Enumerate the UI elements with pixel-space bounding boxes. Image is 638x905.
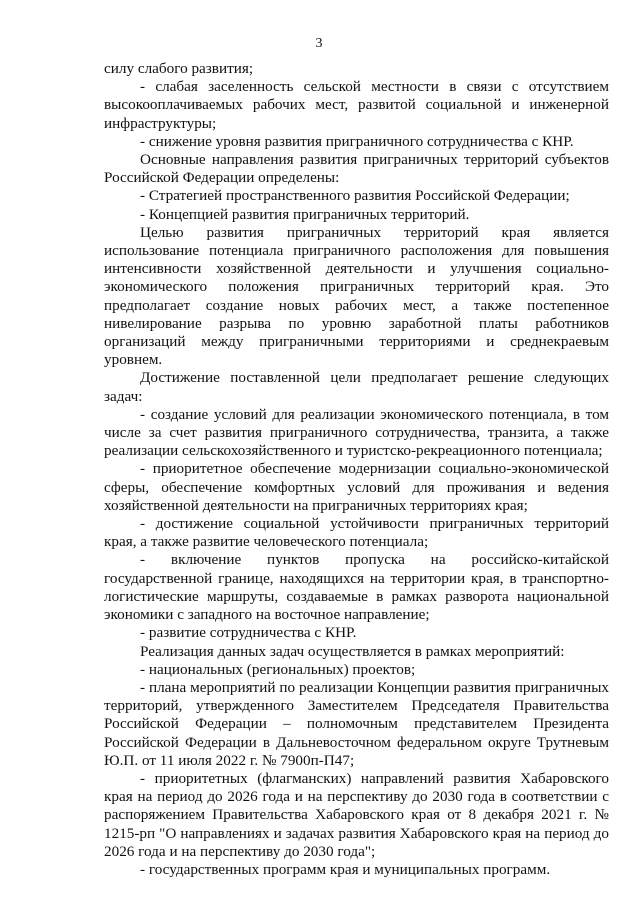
list-item: - достижение социальной устойчивости приграничных территорий края, а также развитие человеческого потенциала; — [104, 515, 609, 551]
list-item: - развитие сотрудничества с КНР. — [140, 624, 357, 642]
list-item: - национальных (региональных) проектов; — [140, 660, 416, 678]
paragraph: Целью развития приграничных территорий края является использование потенциала приграничного расположения для повышения интенсивности хозяйственной деятельности и улучшения социально-экономического положения приграничных территорий края. Это предполагает создание новых рабочих мест, а также постепенное нивелирование разрыва по уровню заработной платы работников организаций между приграничными территориями и среднекраевым уровнем. — [104, 223, 609, 369]
list-item: - приоритетное обеспечение модернизации социально-экономической сферы, обеспечение комфортных условий для проживания и ведения хозяйственной деятельности на приграничных территориях края; — [104, 460, 609, 514]
list-item: - снижение уровня развития приграничного сотрудничества с КНР. — [140, 132, 574, 150]
paragraph-continuation: силу слабого развития; — [104, 60, 254, 77]
list-item: - Концепцией развития приграничных территорий. — [140, 205, 470, 223]
list-item: - создание условий для реализации экономического потенциала, в том числе за счет развития приграничного сотрудничества, транзита, а также реализации сельскохозяйственного и туристско-рекреационного потенциала; — [104, 405, 609, 460]
list-item: - государственных программ края и муниципальных программ. — [140, 860, 551, 878]
list-item: - слабая заселенность сельской местности в связи с отсутствием высокооплачиваемых рабочих мест, развитой социальной и инженерной инфраструктуры; — [104, 78, 609, 132]
page-number: 3 — [315, 36, 323, 51]
paragraph: Реализация данных задач осуществляется в рамках мероприятий: — [140, 642, 565, 660]
list-item: - Стратегией пространственного развития Российской Федерации; — [140, 187, 570, 205]
paragraph: Достижение поставленной цели предполагает решение следующих задач: — [104, 369, 609, 405]
list-item: - плана мероприятий по реализации Концепции развития приграничных территорий, утвержденного Заместителем Председателя Правительства Российской Федерации – полномочным представителем Президента Российской Федерации в Дальневосточном федеральном округе Трутневым Ю.П. от 11 июля 2022 г. № 7900п-П47; — [104, 678, 609, 769]
document-body — [104, 60, 609, 879]
paragraph: Основные направления развития приграничных территорий субъектов Российской Федерации определены: — [104, 151, 609, 187]
list-item: - приоритетных (флагманских) направлений развития Хабаровского края на период до 2026 года и на перспективу до 2030 года в соответствии с распоряжением Правительства Хабаровского края от 8 декабря 2021 г. № 1215-рп "О направлениях и задачах развития Хабаровского края на период до 2026 года и на перспективу до 2030 года"; — [104, 769, 609, 860]
list-item: - включение пунктов пропуска на российско-китайской государственной границе, находящихся на территории края, в транспортно-логистические маршруты, создаваемые в рамках разворота национальной экономики с западного на восточное направление; — [104, 551, 609, 624]
